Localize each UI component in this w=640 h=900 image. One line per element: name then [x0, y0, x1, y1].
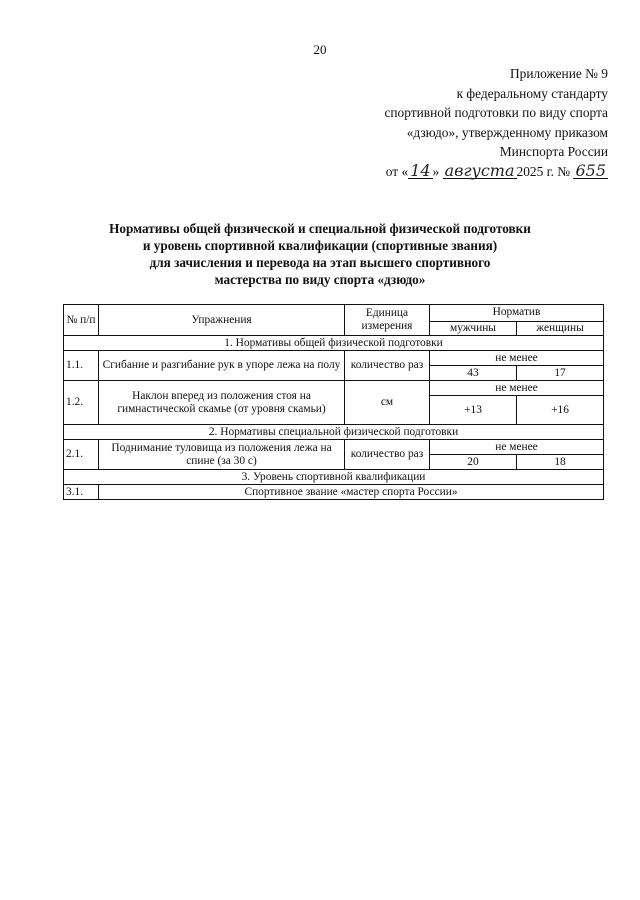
- section-row: [64, 470, 604, 485]
- header-row: [64, 305, 604, 322]
- document-title: [0, 220, 640, 288]
- row-4-text: Спортивное звание «мастер спорта России»: [99, 485, 604, 500]
- appendix-line-4: «дзюдо», утвержденному приказом: [406, 124, 608, 140]
- table-row: [64, 351, 604, 366]
- title-line-2: и уровень спортивной квалификации (спортивные звания): [142, 238, 498, 253]
- header-num: № п/п: [64, 305, 99, 336]
- row-2-unit: см: [345, 381, 430, 425]
- row-3-men: 20: [430, 455, 517, 470]
- row-2-num: 1.2.: [64, 381, 99, 425]
- table-row: [64, 485, 604, 500]
- section-row: [64, 425, 604, 440]
- row-4-num: 3.1.: [64, 485, 99, 500]
- date-day-handwritten: 14: [410, 160, 431, 180]
- row-1-qualifier: не менее: [430, 351, 604, 366]
- header-exercise: Упражнения: [99, 305, 345, 336]
- table-row: [64, 440, 604, 455]
- row-3-exercise: Поднимание туловища из положения лежа на спине (за 30 с): [99, 440, 345, 470]
- norms-table: [63, 304, 604, 500]
- row-3-unit: количество раз: [345, 440, 430, 470]
- header-women: женщины: [517, 321, 604, 335]
- section-3-title: 3. Уровень спортивной квалификации: [64, 470, 604, 485]
- row-2-qualifier: не менее: [430, 381, 604, 396]
- date-year: 2025 г. №: [516, 163, 571, 179]
- title-line-3: для зачисления и перевода на этап высшего спортивного: [149, 255, 491, 270]
- order-date-line: [318, 162, 608, 182]
- row-2-women: +16: [517, 396, 604, 425]
- page-number: 20: [313, 42, 327, 57]
- row-1-exercise: Сгибание и разгибание рук в упоре лежа на полу: [99, 351, 345, 381]
- row-3-num: 2.1.: [64, 440, 99, 470]
- row-1-women: 17: [517, 366, 604, 381]
- table-row: [64, 381, 604, 396]
- order-number-handwritten: 655: [575, 160, 606, 180]
- header-unit: Единица измерения: [345, 305, 430, 336]
- row-3-qualifier: не менее: [430, 440, 604, 455]
- row-2-exercise: Наклон вперед из положения стоя на гимнастической скамье (от уровня скамьи): [99, 381, 345, 425]
- appendix-line-5: Минспорта России: [499, 144, 608, 159]
- date-mid: »: [432, 163, 440, 179]
- date-month-handwritten: августа: [444, 160, 515, 180]
- section-2-title: 2. Нормативы специальной физической подготовки: [64, 425, 604, 440]
- header-norm: Норматив: [430, 305, 604, 322]
- appendix-line-1: Приложение № 9: [509, 66, 608, 81]
- title-line-4: мастерства по виду спорта «дзюдо»: [214, 272, 426, 287]
- row-1-men: 43: [430, 366, 517, 381]
- date-prefix: от «: [385, 163, 409, 179]
- appendix-block: [318, 64, 608, 181]
- header-men: мужчины: [430, 321, 517, 335]
- row-1-unit: количество раз: [345, 351, 430, 381]
- appendix-line-3: спортивной подготовки по виду спорта: [384, 105, 608, 120]
- section-1-title: 1. Нормативы общей физической подготовки: [64, 336, 604, 351]
- row-2-men: +13: [430, 396, 517, 425]
- row-1-num: 1.1.: [64, 351, 99, 381]
- title-line-1: Нормативы общей физической и специальной физической подготовки: [109, 221, 531, 236]
- row-3-women: 18: [517, 455, 604, 470]
- section-row: [64, 336, 604, 351]
- appendix-line-2: к федеральному стандарту: [456, 85, 608, 101]
